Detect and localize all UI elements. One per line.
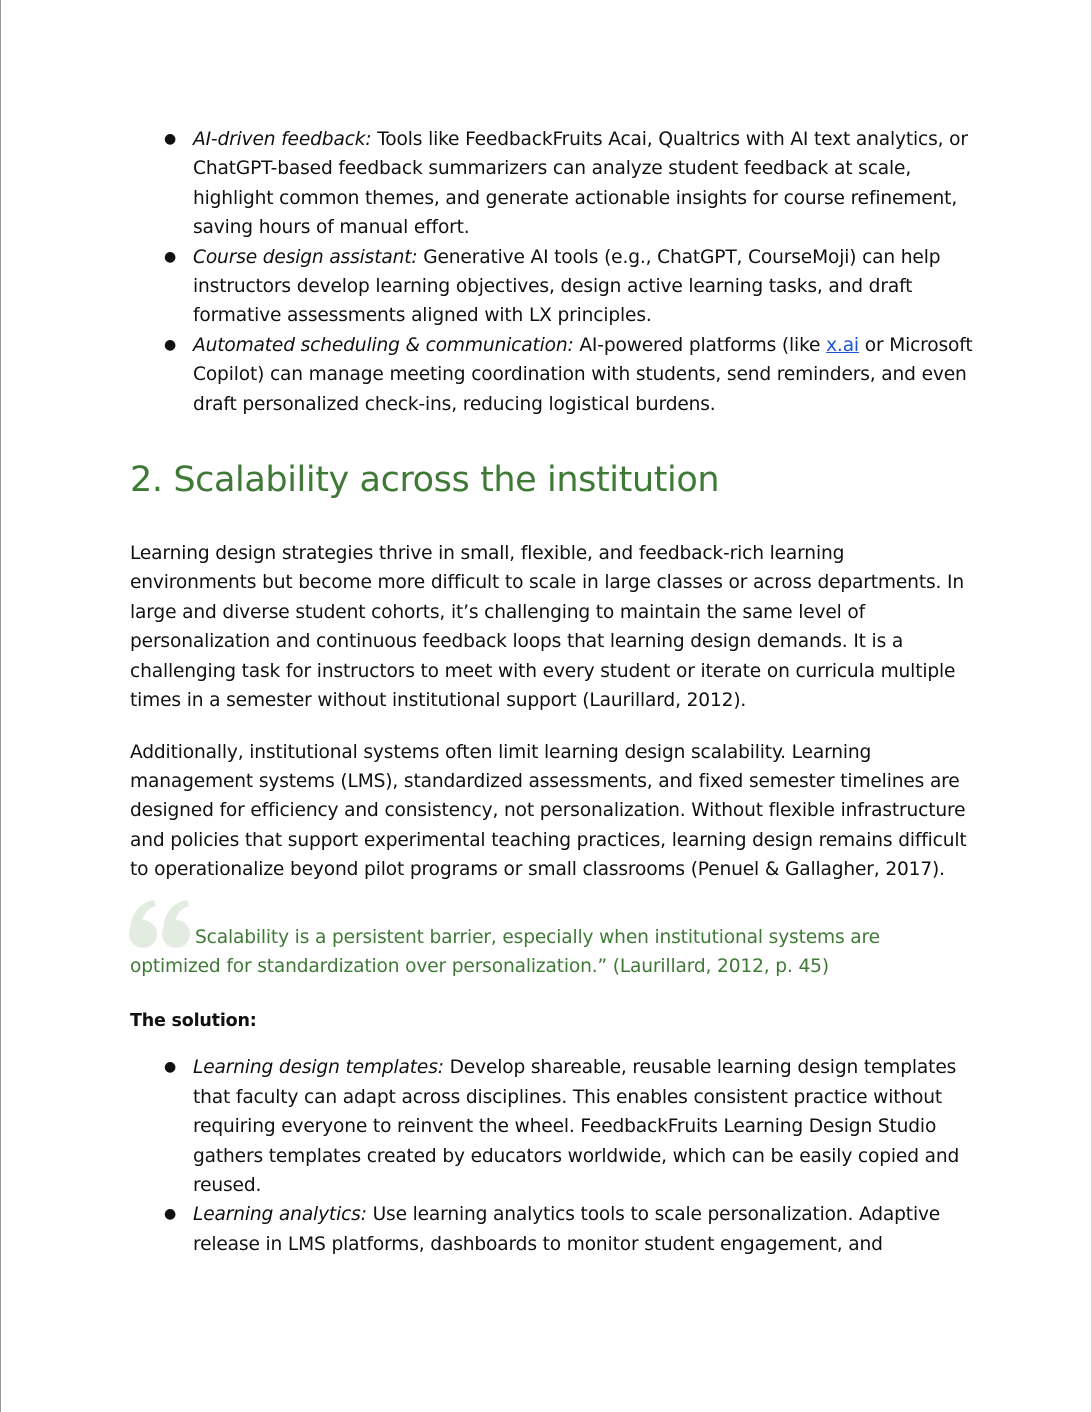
list-item-text: Use learning analytics tools to scale personalization. Adaptive release in LMS platforms, dashboards to monitor student engagement, and — [193, 1204, 941, 1255]
quote-mark-icon — [128, 899, 192, 953]
list-item-text: Develop shareable, reusable learning design templates that faculty can adapt across disciplines. This enables consistent practice without requiring everyone to reinvent the wheel. FeedbackFruits Learning Design Studio gathers templates created by educators worldwide, which can be easily copied and reused. — [193, 1057, 960, 1196]
paragraph-scalability-1: Learning design strategies thrive in small, flexible, and feedback-rich learning environments but become more difficult to scale in large classes or across departments. In large and diverse student cohorts, it’s challenging to maintain the same level of personalization and continuous feedback loops that learning design demands. It is a challenging task for instructors to meet with every student or iterate on curricula multiple times in a semester without institutional support (Laurillard, 2012). — [130, 543, 964, 712]
solution-subheading: The solution: — [130, 1011, 257, 1032]
list-item-label: Learning design templates: — [193, 1057, 444, 1079]
bullet-dot-icon: ● — [164, 1206, 177, 1223]
bullet-dot-icon: ● — [164, 131, 177, 147]
list-item-label: Course design assistant: — [193, 246, 418, 268]
xai-link[interactable]: x.ai — [826, 334, 859, 356]
ai-tools-bullet-list — [130, 125, 975, 419]
list-item-learning-design-templates — [130, 1053, 975, 1200]
page-left-edge — [0, 0, 1, 1412]
list-item-text: or Microsoft Copilot) can manage meeting coordination with students, send reminders, and even draft personalized check-ins, reducing logistical burdens. — [193, 334, 973, 415]
list-item-learning-analytics — [130, 1200, 975, 1259]
solution-bullet-list — [130, 1053, 975, 1259]
quote-text: Scalability is a persistent barrier, especially when institutional systems are optimized for standardization over personalization.” (Laurillard, 2012, p. 45) — [130, 926, 880, 977]
bullet-dot-icon: ● — [164, 248, 177, 265]
bullet-dot-icon: ● — [164, 336, 177, 353]
list-item-label: Learning analytics: — [193, 1204, 367, 1226]
list-item-automated-scheduling — [130, 331, 975, 419]
list-item-course-design-assistant — [130, 243, 975, 331]
list-item-text: Generative AI tools (e.g., ChatGPT, CourseMoji) can help instructors develop learning objectives, design active learning tasks, and draft formative assessments aligned with LX principles. — [193, 246, 941, 327]
list-item-label: Automated scheduling & communication: — [193, 334, 574, 356]
pull-quote — [130, 923, 975, 982]
document-page-content — [130, 125, 975, 1259]
list-item-text: Tools like FeedbackFruits Acai, Qualtrics with AI text analytics, or ChatGPT-based feedback summarizers can analyze student feedback at scale, highlight common themes, and generate actionable insights for course refinement, saving hours of manual effort. — [193, 129, 968, 239]
list-item-label: AI-driven feedback: — [193, 129, 372, 150]
list-item-text: AI-powered platforms (like — [573, 334, 827, 356]
paragraph-scalability-2: Additionally, institutional systems often limit learning design scalability. Learning management systems (LMS), standardized assessments, and fixed semester timelines are designed for efficiency and consistency, not personalization. Without flexible infrastructure and policies that support experimental teaching practices, learning design remains difficult to operationalize beyond pilot programs or small classrooms (Penuel & Gallagher, 2017). — [130, 741, 967, 881]
list-item-ai-driven-feedback — [130, 125, 975, 243]
section-heading: 2. Scalability across the institution — [130, 460, 720, 501]
bullet-dot-icon: ● — [164, 1059, 177, 1076]
